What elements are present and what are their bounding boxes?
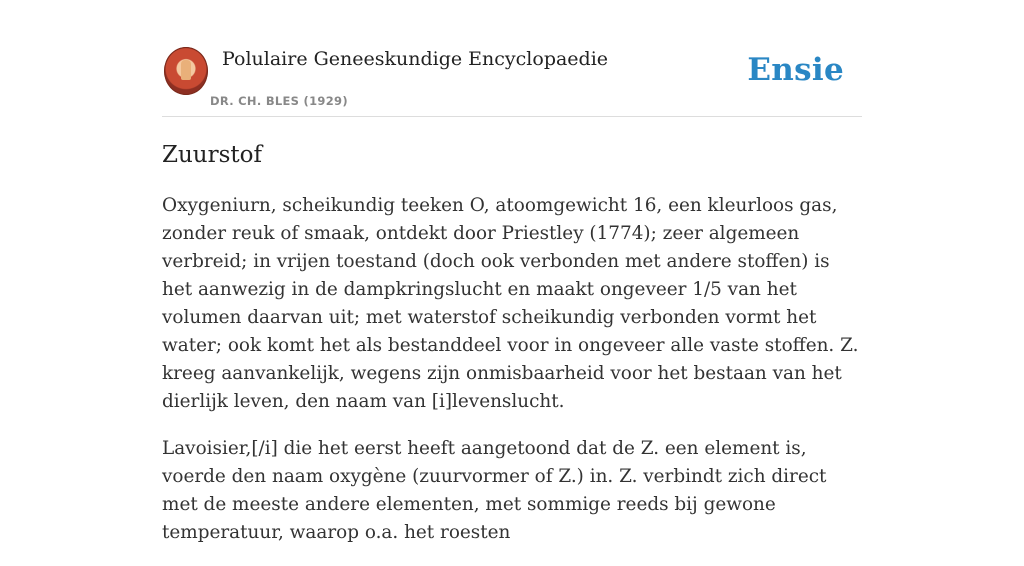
- entry-paragraph-1: Oxygeniurn, scheikundig teeken O, atoomgewicht 16, een kleurloos gas, zonder reuk of smaak, ontdekt door Priestley (1774); zeer algemeen verbreid; in vrijen toestand (doch ook verbonden met andere stoffen) is het aanwezig in de dampkringslucht en maakt ongeveer 1/5 van het volumen daarvan uit; met waterstof scheikundig verbonden vormt het water; ook komt het als bestanddeel voor in ongeveer alle vaste stoffen. Z. kreeg aanvankelijk, wegens zijn onmisbaarheid voor het bestaan van het dierlijk leven, den naam van [i]levenslucht.: [162, 195, 859, 412]
- logo-figure: [181, 60, 191, 80]
- book-title[interactable]: Polulaire Geneeskundige Encyclopaedie: [222, 48, 609, 70]
- book-logo-icon[interactable]: [164, 47, 208, 95]
- site-header: [162, 40, 862, 117]
- entry-title: Zuurstof: [162, 142, 263, 168]
- brand-logo[interactable]: Ensie: [747, 52, 844, 88]
- book-author: DR. CH. BLES (1929): [210, 94, 348, 108]
- entry-paragraph-2: Lavoisier,[/i] die het eerst heeft aangetoond dat de Z. een element is, voerde den naam oxygène (zuurvormer of Z.) in. Z. verbindt zich direct met de meeste andere elementen, met sommige reeds bij gewone temperatuur, waarop o.a. het roesten: [162, 438, 827, 543]
- entry-body: [162, 192, 862, 566]
